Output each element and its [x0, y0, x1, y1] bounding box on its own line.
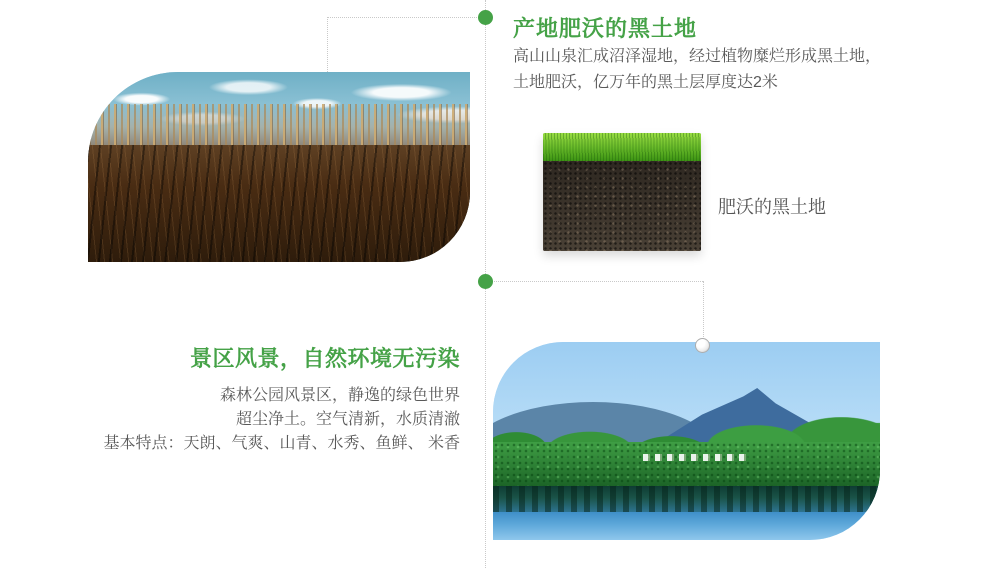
black-soil-field-photo	[88, 72, 470, 262]
soil-sample-caption: 肥沃的黑土地	[718, 197, 826, 217]
field-tree-line	[88, 104, 470, 146]
green-dot-icon	[478, 10, 493, 25]
soil-description-line1: 高山山泉汇成沼泽湿地，经过植物糜烂形成黑土地，	[513, 48, 882, 65]
lake-forest-photo	[493, 342, 880, 540]
forest-band	[493, 442, 880, 486]
grass-layer	[543, 133, 701, 161]
field-plowed-soil	[88, 145, 470, 262]
connector-line-top-horizontal	[327, 17, 485, 18]
soil-description-line2: 土地肥沃，亿万年的黑土层厚度达2米	[513, 74, 778, 91]
soil-section-description	[513, 44, 881, 96]
scenery-section	[100, 342, 460, 456]
connector-line-middle-vertical	[703, 281, 704, 345]
connector-line-top-left-vertical	[327, 17, 328, 72]
shoreline-buildings	[643, 454, 748, 461]
scenery-section-title: 景区风景，自然环境无污染	[189, 346, 460, 371]
soil-sample-image	[543, 133, 701, 251]
scenery-section-description	[100, 384, 460, 456]
black-soil-layer	[543, 161, 701, 251]
soil-section-title: 产地肥沃的黑土地	[513, 16, 698, 41]
green-dot-icon	[478, 274, 493, 289]
water-reflection	[493, 486, 880, 512]
scenery-description-line1: 森林公园风景区，静逸的绿色世界	[219, 387, 460, 404]
scenery-description-line2: 超尘净土。空气清新，水质清澈	[235, 411, 460, 428]
scenery-description-line3: 基本特点：天朗、气爽、山青、水秀、鱼鲜、 米香	[103, 435, 460, 452]
pin-bead-icon	[695, 338, 710, 353]
connector-line-middle-horizontal	[485, 281, 703, 282]
lake-water	[493, 512, 880, 540]
